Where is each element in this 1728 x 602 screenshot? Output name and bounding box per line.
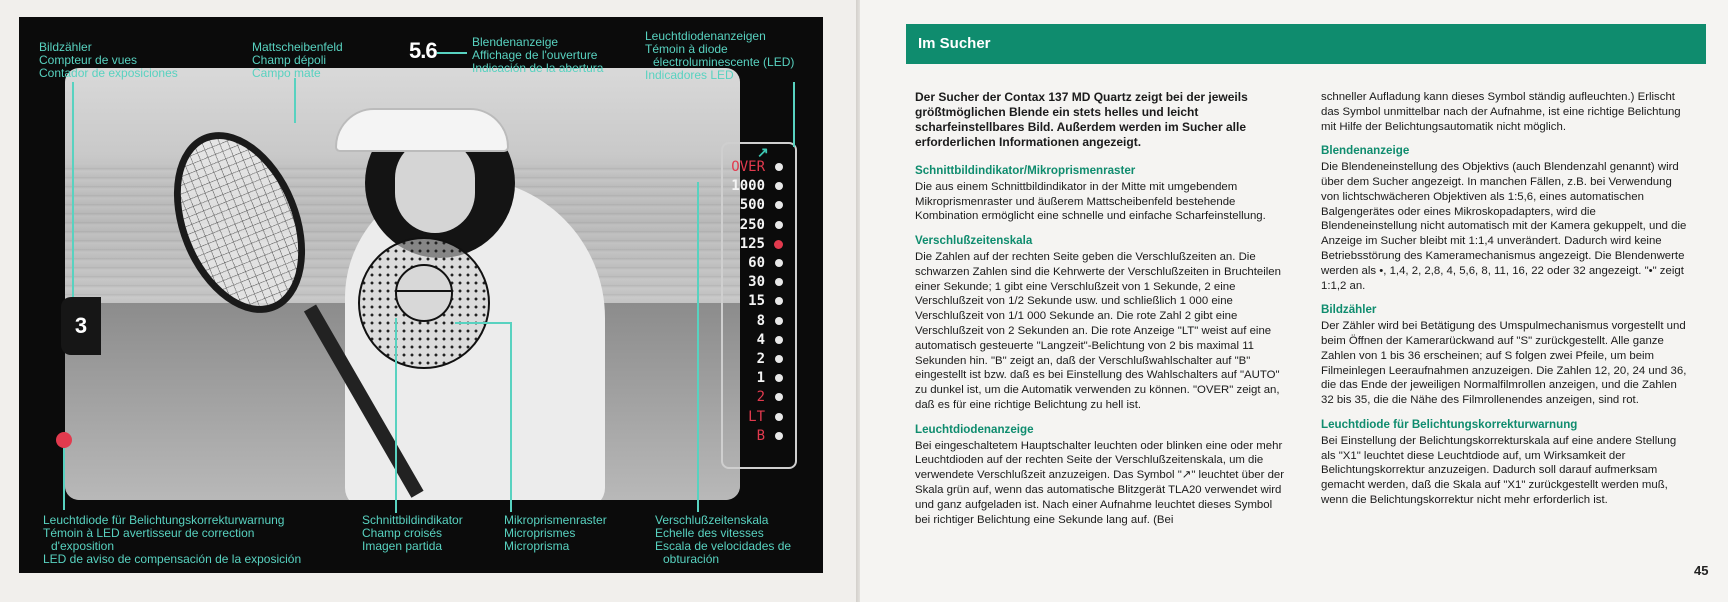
led-dot-icon bbox=[775, 393, 783, 401]
shutter-scale-item bbox=[723, 388, 793, 406]
flash-ready-icon: ↗ bbox=[757, 144, 769, 160]
left-page bbox=[0, 0, 860, 602]
text-column-right bbox=[1321, 90, 1687, 518]
section-text: Der Zähler wird bei Betätigung des Umspulmechanismus vorgestellt und beim Öffnen der Kamerarückwand auf "S" zurückgestellt. Alle ganze Zahlen von 1 bis 36 erscheinen; auf S folgen zwei Pfeile, um beim Filmeinlegen Leeraufnahmen anzuzeigen. Die Zahlen 12, 20, 24 und 36, die das Ende der jeweiligen Normalfilmrollen anzeigen, und die Zahlen 32 bis 35, die die Nähe des Filmrollenendes anzeigen, sind rot. bbox=[1321, 320, 1687, 407]
section-text: schneller Aufladung kann dieses Symbol ständig aufleuchten.) Erlischt das Symbol unmittelbar nach der Aufnahme, ist eine richtige Belichtung mit Hilfe der Belichtungsautomatik nicht möglich. bbox=[1321, 91, 1681, 133]
section-title: Bildzähler bbox=[1321, 303, 1377, 317]
led-dot-icon bbox=[775, 355, 783, 363]
sun-visor bbox=[335, 108, 509, 152]
shutter-speed-label: LT bbox=[748, 408, 765, 425]
led-dot-icon bbox=[775, 432, 783, 440]
led-dot-icon bbox=[775, 297, 783, 305]
shutter-scale-item bbox=[723, 369, 793, 387]
annotation-schnittbild: Schnittbildindikator Champ croisés Imagen partida bbox=[362, 513, 463, 553]
text-column-left bbox=[915, 90, 1285, 537]
section-text: Bei eingeschaltetem Hauptschalter leuchten oder blinken eine oder mehr Leuchtdioden auf der rechten Seite der Verschlußzeitenskala, um die verwendete Verschlußzeit anzuzeigen. Das Symbol "↗" leuchtet über der Skala grün auf, wenn das automatische Blitzgerät TLA20 verwendet wird und ganz aufgeladen ist. Nach einer Aufnahme leuchtet dieses Symbol bei richtiger Belichtung eine Sekunde lang auf. (Bei bbox=[915, 439, 1285, 526]
shutter-scale-item bbox=[723, 408, 793, 426]
shutter-scale-item bbox=[723, 427, 793, 445]
leader-line-schnittbild bbox=[395, 318, 397, 513]
intro-paragraph: Der Sucher der Contax 137 MD Quartz zeigt bei der jeweils größtmöglichen Blende ein stets helles und leicht scharfeinstellbares Bild. Außerdem werden im Sucher alle erforderlichen Informationen angezeigt. bbox=[915, 90, 1248, 149]
led-dot-icon bbox=[774, 240, 783, 249]
shutter-speed-label: 1 bbox=[756, 370, 765, 387]
leader-line-mattscheibe bbox=[294, 78, 296, 123]
shutter-speed-label: 60 bbox=[748, 255, 765, 271]
led-dot-icon bbox=[775, 182, 783, 190]
leader-line-led bbox=[793, 82, 795, 147]
shutter-speed-label: 125 bbox=[739, 235, 765, 252]
annotation-mikroprisma: Mikroprismenraster Microprismes Microprisma bbox=[504, 513, 607, 553]
leader-line-bildzaehler bbox=[72, 82, 74, 297]
shutter-speed-label: 500 bbox=[739, 197, 765, 214]
shutter-speed-label: 4 bbox=[756, 331, 765, 348]
section-title: Leuchtdiodenanzeige bbox=[915, 422, 1034, 436]
leader-line-blende bbox=[437, 52, 467, 54]
led-dot-icon bbox=[775, 221, 783, 229]
shutter-scale-item bbox=[723, 196, 793, 214]
shutter-speed-label: 2 bbox=[756, 389, 765, 406]
section-text: Die Blendeneinstellung des Objektivs (auch Blendenzahl genannt) wird über dem Sucher angezeigt. In manchen Fällen, z.B. bei Verwendung von lichtschwächeren Objektiven als 1:5,6, eines automatischen Balgengerätes oder eines Mikroskopadapters, wird die Blendeneinstellung nicht automatisch mit der Kamera gekuppelt, und die Anzeige im Sucher bleibt mit 1:1,4 unverändert. Dadurch wird keine Betriebsstörung des Kameramechanismus angezeigt. Die Blendenwerte werden als •, 1,4, 2, 2,8, 4, 5,6, 8, 11, 16, 22 oder 32 angezeigt. "•" zeigt 1:1,2 an. bbox=[1321, 161, 1687, 292]
section-text: Bei Einstellung der Belichtungskorrekturskala auf eine andere Stellung als "X1" leuchtet diese Leuchtdiode auf, um Wirksamkeit der Belichtungskorrektur anzuzeigen. Dadurch soll darauf aufmerksam gemacht werden, daß die Skala auf "X1" zurückgestellt werden muß, wenn die Belichtungskorrektur nicht mehr erforderlich ist. bbox=[1321, 434, 1677, 506]
shutter-scale-item bbox=[723, 177, 793, 195]
split-line bbox=[395, 290, 451, 292]
annotation-mattscheibe: Mattscheibenfeld Champ dépoli Campo mate bbox=[252, 40, 343, 80]
section-title: Leuchtdiode für Belichtungskorrekturwarnung bbox=[1321, 417, 1578, 431]
led-dot-icon bbox=[775, 336, 783, 344]
shutter-speed-label: 250 bbox=[739, 216, 765, 233]
annotation-blende: Blendenanzeige Affichage de l'ouverture Indicación de la abertura bbox=[472, 35, 604, 75]
section-title: Blendenanzeige bbox=[1321, 144, 1410, 158]
led-dot-icon bbox=[775, 374, 783, 382]
shutter-speed-label: 15 bbox=[748, 293, 765, 310]
annotation-verschluss: Verschlußzeitenskala Echelle des vitesses Escala de velocidades de obturación bbox=[655, 513, 792, 566]
section-title: Verschlußzeitenskala bbox=[915, 234, 1033, 248]
led-dot-icon bbox=[775, 278, 783, 286]
section-header: Im Sucher bbox=[906, 24, 1706, 64]
annotation-led: Leuchtdiodenanzeigen Témoin à diode électroluminescente (LED) Indicadores LED bbox=[645, 29, 795, 82]
shutter-scale-item bbox=[723, 312, 793, 330]
leader-line-verschluss bbox=[697, 182, 699, 512]
led-dot-icon bbox=[775, 163, 783, 171]
shutter-scale-item bbox=[723, 350, 793, 368]
shutter-speed-scale bbox=[721, 142, 797, 469]
annotation-bildzaehler: Bildzähler Compteur de vues Contador de exposiciones bbox=[39, 40, 178, 80]
annotation-korrektur: Leuchtdiode für Belichtungskorrekturwarnung Témoin à LED avertisseur de correction d'exposition LED de aviso de compensación de la exposición bbox=[43, 513, 302, 566]
leader-line-mikro-h bbox=[455, 322, 511, 324]
section-text: Die aus einem Schnittbildindikator in der Mitte mit umgebendem Mikroprismenraster und äußerem Mattscheibenfeld bestehende Kombination ermöglicht eine schnelle und einfache Scharfeinstellung. bbox=[915, 180, 1266, 223]
section-title: Schnittbildindikator/Mikroprismenraster bbox=[915, 164, 1136, 177]
leader-line-mikro bbox=[510, 322, 512, 512]
shutter-scale-item bbox=[723, 235, 793, 253]
tennis-player-face bbox=[395, 138, 475, 233]
shutter-scale-item bbox=[723, 331, 793, 349]
shutter-scale-item bbox=[723, 273, 793, 291]
shutter-scale-item bbox=[723, 254, 793, 272]
leader-line-korrektur bbox=[63, 448, 65, 510]
led-dot-icon bbox=[775, 413, 783, 421]
exposure-correction-led-icon bbox=[56, 432, 72, 448]
shutter-speed-label: 30 bbox=[748, 274, 765, 291]
shutter-speed-label: 2 bbox=[756, 351, 765, 367]
led-dot-icon bbox=[775, 317, 783, 325]
split-image-indicator bbox=[395, 264, 453, 322]
page-number: 45 bbox=[1694, 563, 1709, 578]
shutter-scale-item bbox=[723, 158, 793, 176]
shutter-scale-item bbox=[723, 292, 793, 310]
led-dot-icon bbox=[775, 201, 783, 209]
shutter-speed-label: 1000 bbox=[731, 178, 765, 195]
aperture-display: 5.6 bbox=[409, 38, 437, 63]
led-dot-icon bbox=[775, 259, 783, 267]
shutter-speed-label: B bbox=[756, 427, 765, 444]
shutter-speed-label: OVER bbox=[731, 159, 765, 175]
shutter-speed-label: 8 bbox=[756, 312, 765, 329]
section-text: Die Zahlen auf der rechten Seite geben die Verschlußzeiten an. Die schwarzen Zahlen sind die Kehrwerte der Verschlußzeiten in Bruchteilen einer Sekunde; 1 gibt eine Verschlußzeit von 1 Sekunde, 2 eine Verschlußzeit von 1/2 Sekunde usw. und schließlich 1 000 eine Verschlußzeit von 1/1 000 Sekunde an. Die rote Zahl 2 gibt eine Verschlußzeit von 2 Sekunden an. Die rote Anzeige "LT" weist auf eine automatisch gesteuerte "Langzeit"-Belichtung von 2 bis maximal 11 Sekunden hin. "B" zeigt an, daß der Verschlußwahlschalter auf "B" eingestellt ist bzw. daß es bei Einstellung des Wahlschalters auf "AUTO" zu dunkel ist, um die Automatik verwenden zu können. "OVER" zeigt an, daß es für eine richtige Belichtung zu hell ist. bbox=[915, 250, 1281, 411]
shutter-scale-item bbox=[723, 216, 793, 234]
page-tab: 3 bbox=[61, 297, 101, 355]
